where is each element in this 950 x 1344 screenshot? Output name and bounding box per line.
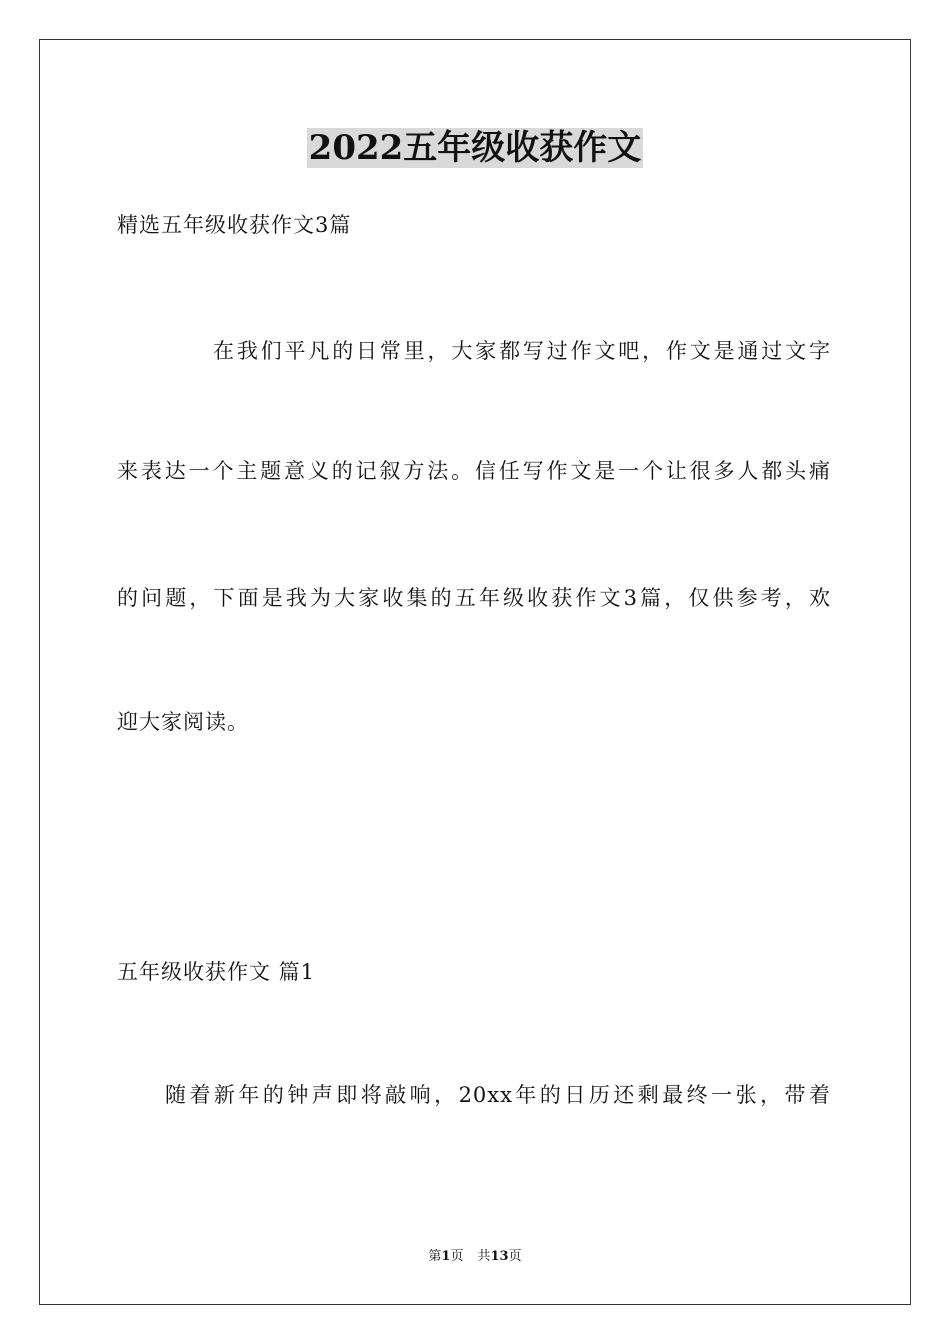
section-line-1: 随着新年的钟声即将敲响，20xx年的日历还剩最终一张，带着: [165, 1083, 831, 1107]
intro-line-2: 来表达一个主题意义的记叙方法。信任写作文是一个让很多人都头痛: [117, 459, 831, 483]
footer-total-number: 13: [490, 1249, 509, 1264]
footer-total-prefix: 共: [477, 1249, 491, 1264]
document-title-text: 2022五年级收获作文: [308, 128, 642, 168]
section-heading: 五年级收获作文 篇1: [117, 960, 316, 984]
footer-page-number: 1: [441, 1249, 451, 1264]
page-footer: [0, 1248, 950, 1266]
document-title: [0, 126, 950, 170]
intro-line-4: 迎大家阅读。: [117, 710, 249, 734]
footer-page-prefix: 第: [428, 1249, 442, 1264]
intro-line-3: 的问题，下面是我为大家收集的五年级收获作文3篇，仅供参考，欢: [117, 586, 831, 610]
intro-line-1: 在我们平凡的日常里，大家都写过作文吧，作文是通过文字: [213, 339, 831, 363]
footer-total-suffix: 页: [508, 1249, 522, 1264]
subtitle: 精选五年级收获作文3篇: [117, 213, 352, 237]
footer-page-suffix: 页: [450, 1249, 464, 1264]
